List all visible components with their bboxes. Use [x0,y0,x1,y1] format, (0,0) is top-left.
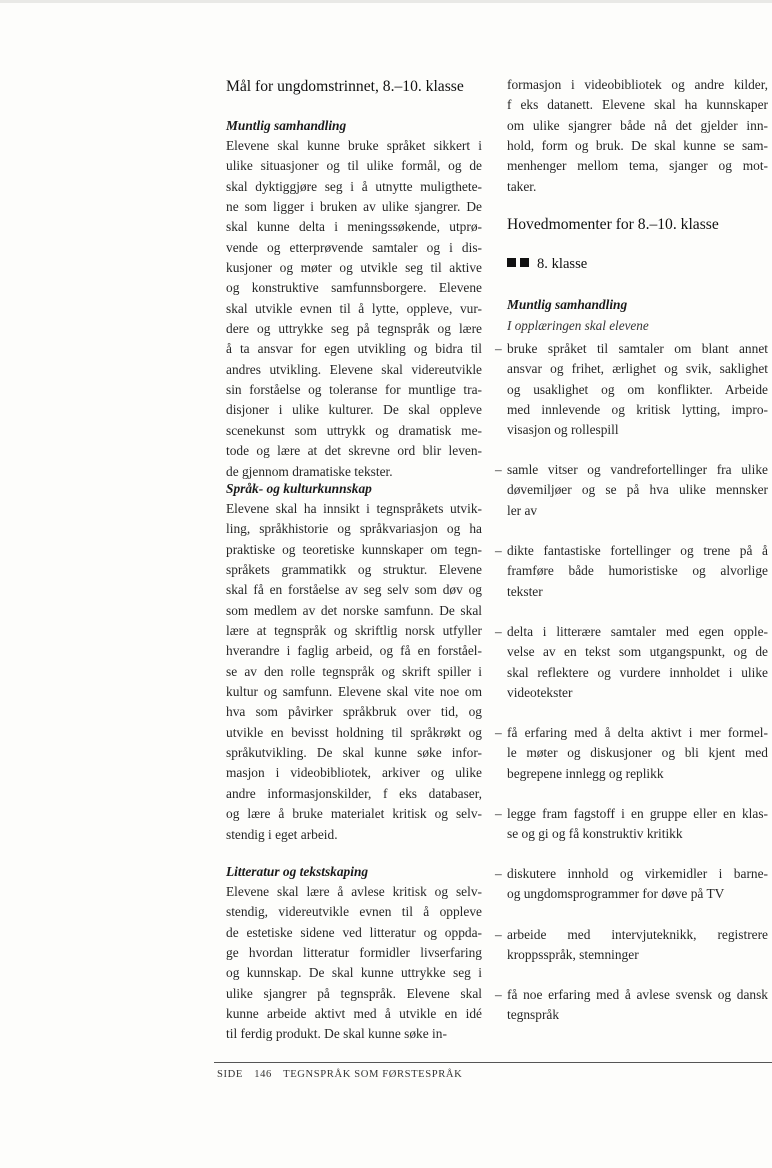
text-line: kultur og samfunn. Elevene skal vite noe om [226,684,482,700]
text-line: hold, form og bruk. De skal kunne se sam- [507,138,768,154]
text-line: hverandre i faglig arbeid, og få en forståel- [226,643,482,659]
text-line: sin forståelse og toleranse for muntlige tra- [226,382,482,398]
text-line: tode og lære at det skrevne ord blir leven- [226,443,482,459]
text-line: scenekunst som uttrykk og dramatisk me- [226,422,482,438]
text-line: å ta ansvar for egen utvikling og bidra til [226,341,482,357]
text-line: ge hvordan litteratur formidler livserfaring [226,945,482,961]
bullet-line: med innlevende og kritisk lytting, impro- [507,402,768,418]
intro-text: I opplæringen skal elevene [507,318,649,333]
subheading-muntlig-samhandling: Muntlig samhandling [507,297,628,312]
bullet-line: ler av [507,502,538,518]
bullet-line: – legge fram fagstoff i en gruppe eller en klas- [495,804,768,824]
text-line: og lære å bruke materialet kritisk og selv- [226,806,482,822]
bullet-line: videotekster [507,685,573,701]
footer-rule [214,1062,772,1063]
text-line: skal kunne delta i meningssøkende, utprø- [226,219,482,235]
top-edge-rule [0,0,772,3]
subheading-litteratur: Litteratur og tekstskaping [226,864,369,879]
grade-heading [507,256,587,273]
text-line: ulike situasjoner og til ulike formål, og de [226,158,482,174]
text-line: skal dyktiggjøre seg i å utnytte muligthete- [226,178,482,194]
paragraph-sprak-kultur [226,499,482,845]
text-line: disjoner i ulike kulturer. De skal oppleve [226,402,482,418]
text-line: hva som påvirker språkbruk over tid, og [226,704,482,720]
text-line: skal utvikle evnen til å lytte, oppleve, vur- [226,300,482,316]
text-line: til ferdig produkt. De skal kunne søke in- [226,1026,447,1042]
bullet-line: velse av en tekst som utgangspunkt, og de [507,644,768,660]
bullet-line: framføre både humoristiske og alvorlige [507,563,768,579]
bullet-item [495,925,768,966]
bullet-item [495,622,768,703]
footer-page-number: 146 [254,1069,272,1080]
text-line: skal få en forståelse av seg selv som døv og [226,582,482,598]
bullet-line: tekster [507,583,543,599]
square-bullet-icon [520,258,529,267]
subheading-sprak-kultur: Språk- og kulturkunnskap [226,481,372,496]
bullet-line: tegnspråk [507,1007,560,1023]
grade-label: 8. klasse [537,256,588,272]
text-line: taker. [507,178,537,194]
paragraph-muntlig [226,136,482,482]
text-line: som medlem av det norske samfunn. De skal [226,602,482,618]
text-line: andres utvikling. Elevene skal videreutvikle [226,361,482,377]
text-line: de gjennom dramatiske tekster. [226,463,393,479]
bullet-item [495,985,768,1026]
bullet-item [495,723,768,784]
text-line: Elevene skal lære å avlese kritisk og selv- [226,884,482,899]
text-line: menhenger mellom tema, sjanger og mot- [507,158,768,174]
bullet-line: skal reflektere og vurdere innholdet i ulike [507,664,768,680]
bullet-line: døvemiljøer og se på hva ulike mennsker [507,482,768,498]
text-line: språkets grammatikk og struktur. Elevene [226,562,482,578]
text-line: ulike sjangrer på tegnspråk. Elevene skal [226,985,482,1001]
bullet-line: og usaklighet og om konflikter. Arbeide [507,381,768,397]
bullet-item [495,541,768,602]
text-line: ne som ligger i bruken av ulike sjangrer. De [226,199,482,215]
text-line: masjon i videobibliotek, arkiver og ulike [226,765,482,781]
text-line: ling, språkhistorie og språkvariasjon og ha [226,521,482,537]
page-footer [217,1069,462,1080]
bullet-line: ansvar og frihet, ærlighet og svik, saklighet [507,361,768,377]
main-points-heading: Hovedmomenter for 8.–10. klasse [507,216,719,233]
square-bullet-icon [507,258,516,267]
text-line: stendig, videreutvikle evnen til å oppleve [226,904,482,920]
text-line: kunne arbeide aktivt med å utvikle en idé [226,1006,482,1022]
bullet-line: se og gi og få konstruktiv kritikk [507,826,683,842]
text-line: språkutvikling. De skal kunne søke infor- [226,745,482,761]
bullet-line: visasjon og rollespill [507,422,619,438]
text-line: stendig i eget arbeid. [226,826,338,842]
paragraph-continued [507,75,768,197]
bullet-item [495,460,768,521]
text-line: og konstruktive samfunnsborgere. Elevene [226,280,482,296]
text-line: se av den rolle tegnspråk og skrift spiller i [226,663,482,679]
text-line: kusjoner og møter og utvikle seg til aktive [226,260,482,276]
bullet-line: – få erfaring med å delta aktivt i mer formel- [495,723,768,743]
text-line: Elevene skal ha innsikt i tegnspråkets utvik- [226,501,482,516]
text-line: dere og uttrykke seg på tegnspråk og lære [226,321,482,337]
bullet-line: – samle vitser og vandrefortellinger fra ulike [495,460,768,480]
bullet-line: le møter og diskusjoner og bli kjent med [507,745,768,761]
footer-side-label: SIDE [217,1069,243,1080]
bullet-line: – få noe erfaring med å avlese svensk og dansk [495,985,768,1005]
bullet-line: – diskutere innhold og virkemidler i barne- [495,864,768,884]
paragraph-litteratur [226,882,482,1045]
text-line: vende og etterprøvende samtaler og i dis- [226,239,482,255]
bullet-line: – arbeide med intervjuteknikk, registrere [495,925,768,945]
text-line: de estetiske sidene ved litteratur og oppda- [226,924,482,940]
text-line: utvikle en bevisst holdning til språkrøkt og [226,724,482,740]
bullet-line: begrepene innlegg og replikk [507,765,664,781]
footer-running-title: TEGNSPRÅK SOM FØRSTESPRÅK [283,1069,463,1080]
text-line: om ulike sjangrer både nå det gjelder inn- [507,117,768,133]
text-line: Elevene skal kunne bruke språket sikkert i [226,138,482,153]
bullet-item [495,339,768,441]
bullet-line: – bruke språket til samtaler om blant annet [495,339,768,359]
section-heading: Mål for ungdomstrinnet, 8.–10. klasse [226,78,464,95]
text-line: lære at tegnspråk og skriftlig norsk utfyller [226,623,482,639]
bullet-line: kroppsspråk, stemninger [507,947,639,963]
text-line: f eks datanett. Elevene skal ha kunnskaper [507,97,768,113]
bullet-line: – delta i litterære samtaler med egen opple- [495,622,768,642]
text-line: formasjon i videobibliotek og andre kilder, [507,77,768,92]
text-line: andre informasjonskilder, f eks databaser, [226,785,482,801]
subheading-muntlig: Muntlig samhandling [226,118,347,133]
text-line: og kunnskap. De skal kunne uttrykke seg i [226,965,482,981]
text-line: praktiske og teoretiske kunnskaper om tegn- [226,541,482,557]
bullet-line: – dikte fantastiske fortellinger og trene på å [495,541,768,561]
bullet-item [495,804,768,845]
bullet-item [495,864,768,905]
bullet-line: og ungdomsprogrammer for døve på TV [507,886,725,902]
